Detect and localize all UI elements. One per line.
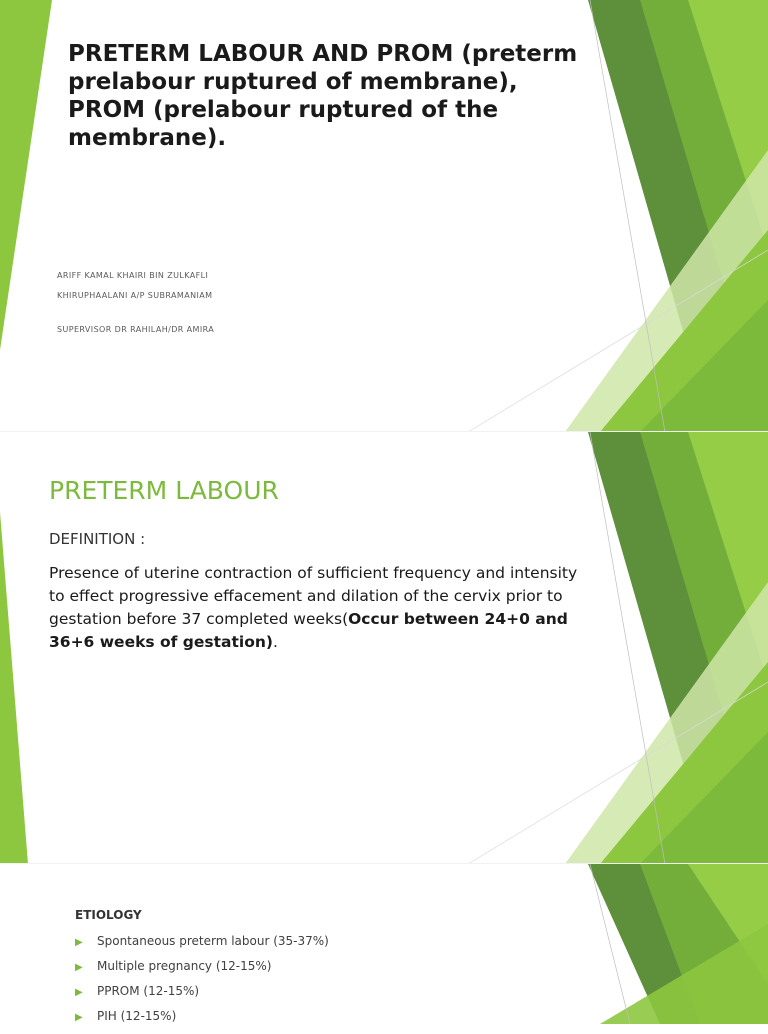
etiology-list bbox=[75, 934, 329, 1034]
author-1: ARIFF KAMAL KHAIRI BIN ZULKAFLI bbox=[57, 271, 209, 280]
slide-title-text: PRETERM LABOUR AND PROM (preterm prelabour ruptured of membrane), PROM (prelabour ruptured of the membrane). bbox=[68, 41, 578, 151]
definition-end: . bbox=[273, 633, 278, 651]
etiology-heading: ETIOLOGY bbox=[75, 908, 142, 922]
triangle-right-icon: ▶ bbox=[75, 962, 83, 973]
triangle-right-icon: ▶ bbox=[75, 937, 83, 948]
definition-bold: Occur between 24+0 and 36+6 weeks of gestation) bbox=[49, 610, 568, 651]
list-item bbox=[75, 984, 329, 1009]
list-item bbox=[75, 1009, 329, 1034]
left-green-wedge bbox=[0, 0, 52, 350]
list-item-text: Multiple pregnancy (12-15%) bbox=[97, 959, 272, 973]
supervisor: SUPERVISOR DR RAHILAH/DR AMIRA bbox=[57, 325, 215, 334]
triangle-right-icon: ▶ bbox=[75, 1012, 83, 1023]
author-2: KHIRUPHAALANI A/P SUBRAMANIAM bbox=[57, 291, 213, 300]
definition-text bbox=[49, 562, 579, 654]
definition-label: DEFINITION : bbox=[49, 530, 146, 548]
slide-title bbox=[0, 0, 768, 432]
triangle-right-icon: ▶ bbox=[75, 987, 83, 998]
section-heading: PRETERM LABOUR bbox=[49, 476, 279, 505]
list-item-text: Spontaneous preterm labour (35-37%) bbox=[97, 934, 329, 948]
definition-body: Presence of uterine contraction of sufficient frequency and intensity to effect progressive effacement and dilation of the cervix prior to gestation before 37 completed weeks( bbox=[49, 564, 578, 628]
list-item bbox=[75, 934, 329, 959]
list-item-text: PIH (12-15%) bbox=[97, 1009, 177, 1023]
list-item-text: PPROM (12-15%) bbox=[97, 984, 200, 998]
list-item bbox=[75, 959, 329, 984]
left-green-wedge bbox=[0, 512, 28, 864]
